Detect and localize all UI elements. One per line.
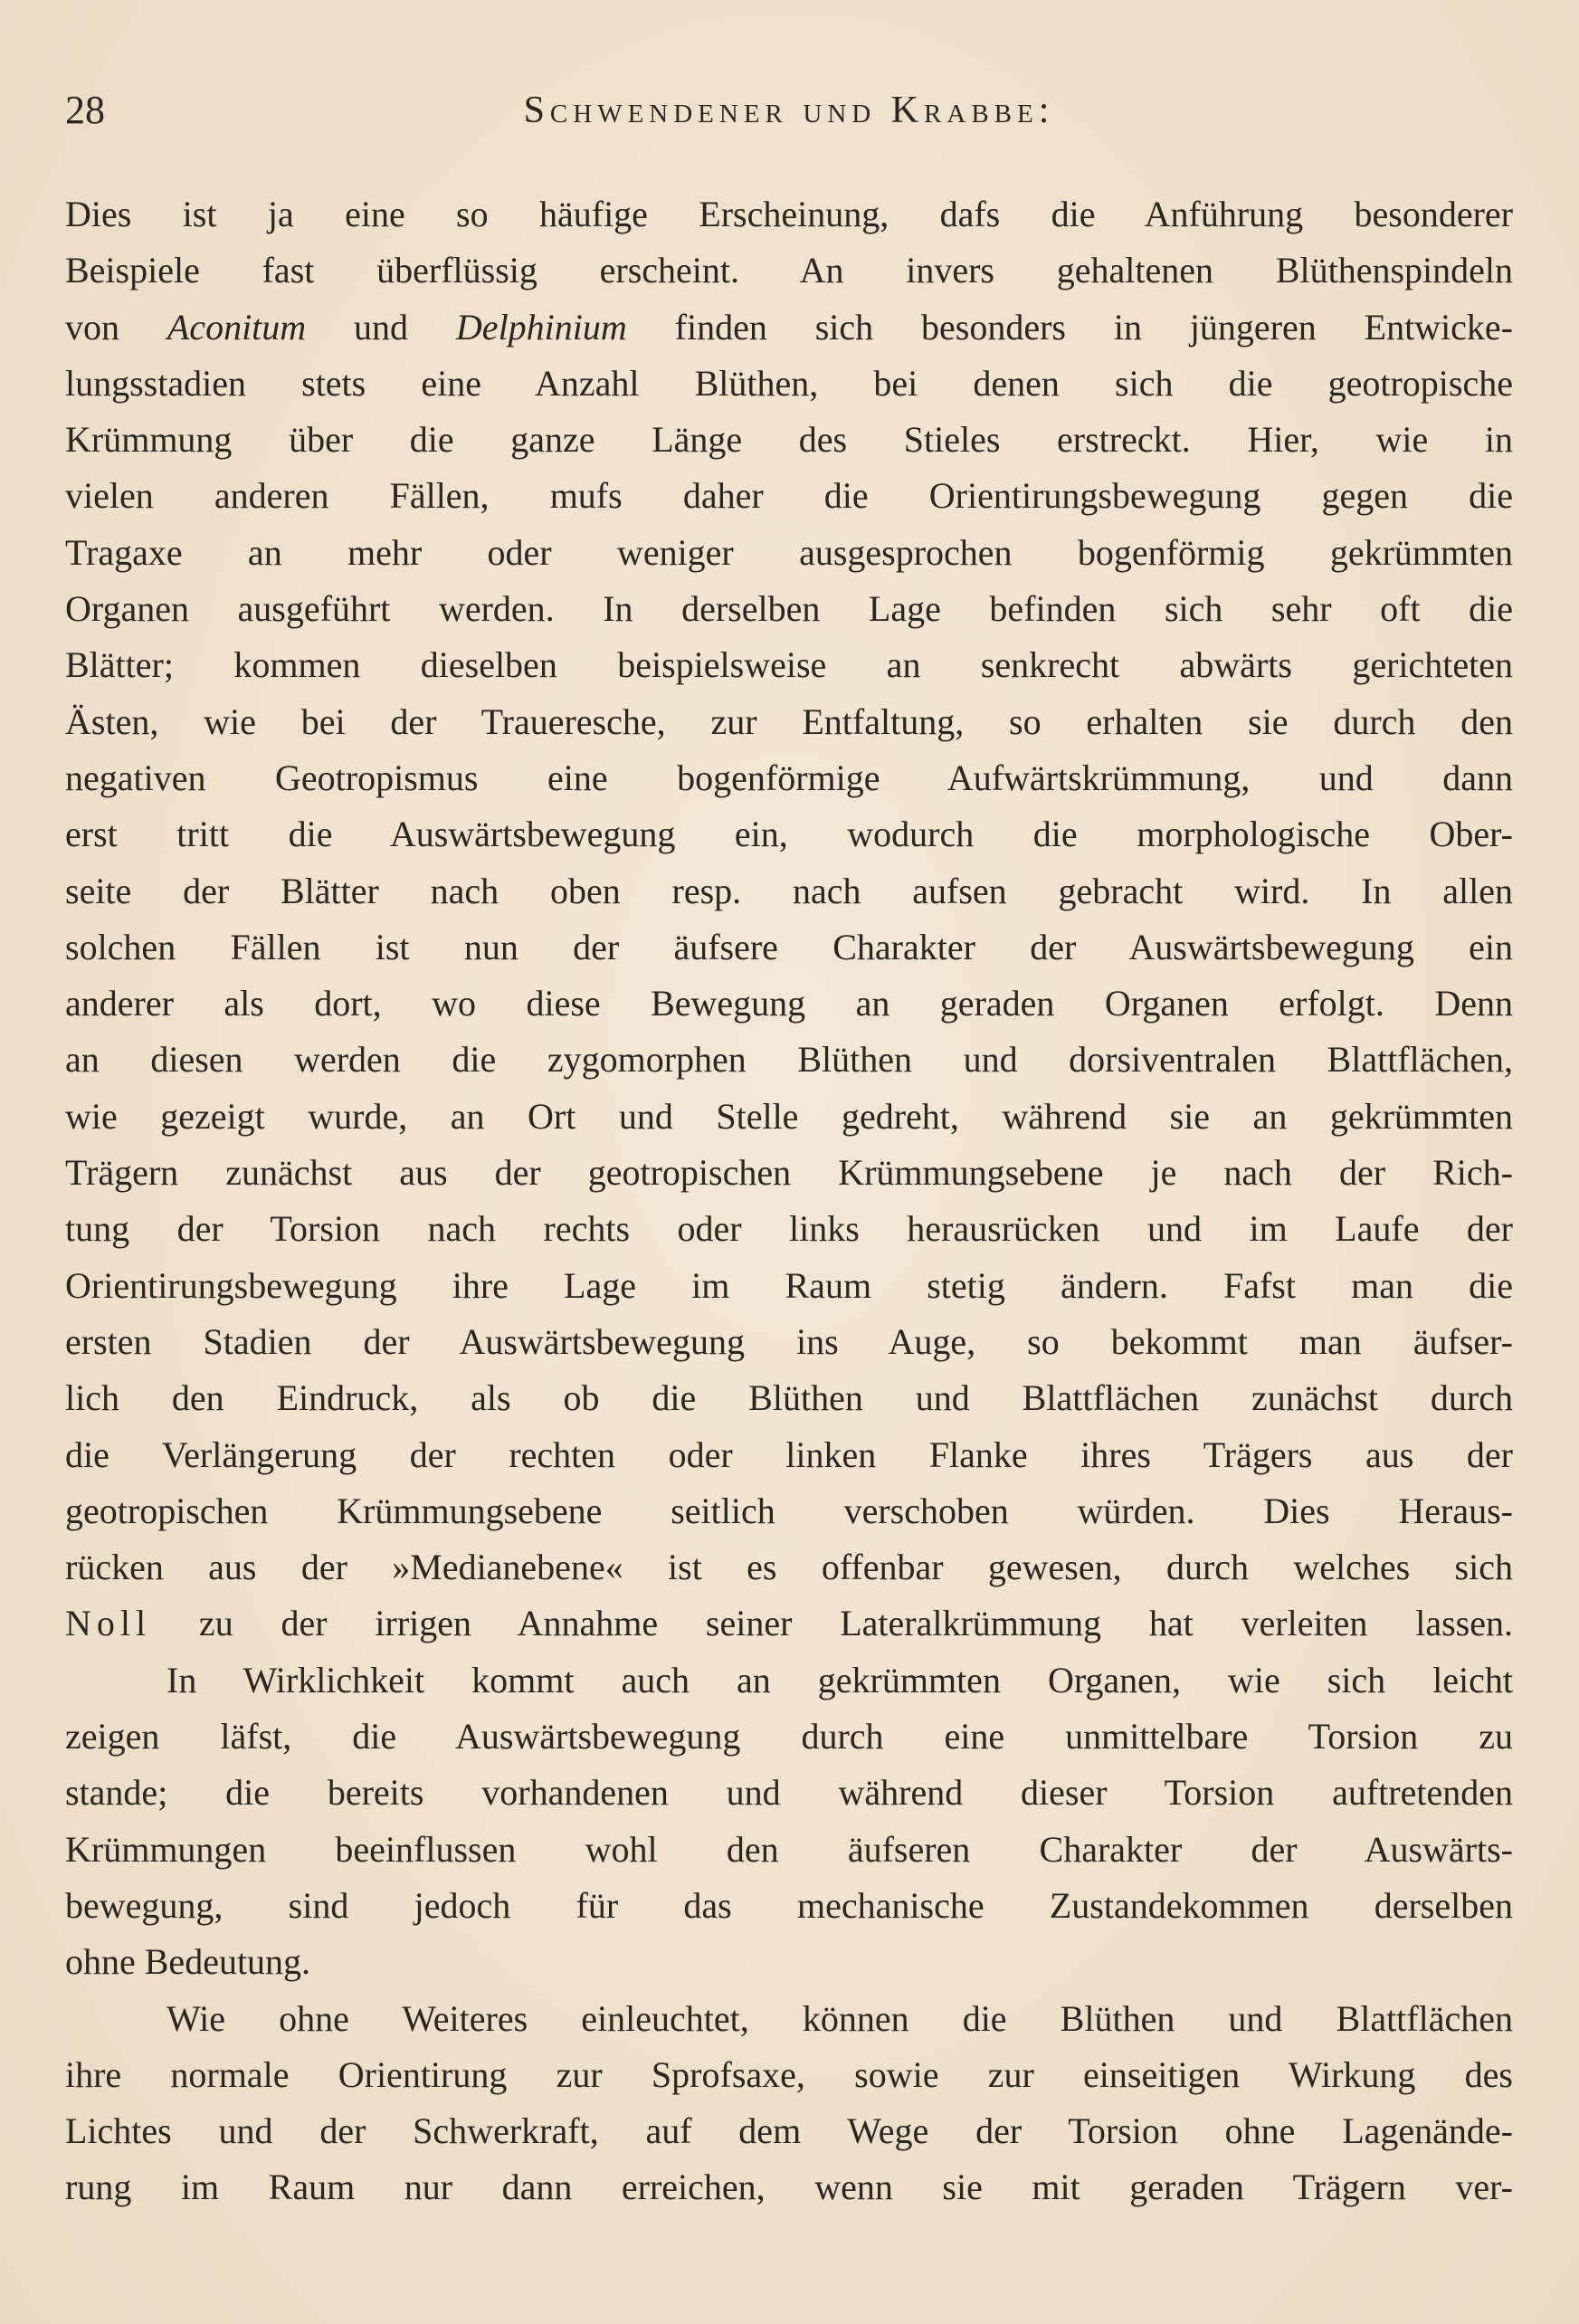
text-line: lungsstadien stets eine Anzahl Blüthen, bei denen sich die geotropische xyxy=(65,362,1513,404)
text-line: tung der Torsion nach rechts oder links herausrücken und im Laufe der xyxy=(65,1208,1513,1250)
text-line: Blätter; kommen dieselben beispielsweise an senkrecht abwärts gerichteten xyxy=(65,644,1513,686)
paragraph-2 xyxy=(65,1653,1513,1991)
text-line: ersten Stadien der Auswärtsbewegung ins Auge, so bekommt man äufser- xyxy=(65,1320,1513,1362)
text-line: ohne Bedeutung. xyxy=(65,1941,311,1983)
paragraph-1 xyxy=(65,186,1513,1653)
text-line: rung im Raum nur dann erreichen, wenn sie mit geraden Trägern ver- xyxy=(65,2167,1513,2208)
text-line: seite der Blätter nach oben resp. nach aufsen gebracht wird. In allen xyxy=(65,870,1513,911)
text-line: an diesen werden die zygomorphen Blüthen und dorsiventralen Blattflächen, xyxy=(65,1039,1513,1081)
paragraph-3 xyxy=(65,1991,1513,2216)
text-line: In Wirklichkeit kommt auch an gekrümmten Organen, wie sich leicht xyxy=(166,1659,1513,1700)
text-line: vielen anderen Fällen, mufs daher die Orientirungsbewegung gegen die xyxy=(65,475,1513,517)
text-line: Dies ist ja eine so häufige Erscheinung, dafs die Anführung besonderer xyxy=(65,194,1513,234)
text-line: zeigen läfst, die Auswärtsbewegung durch eine unmittelbare Torsion zu xyxy=(65,1716,1513,1757)
text-line: Orientirungsbewegung ihre Lage im Raum stetig ändern. Fafst man die xyxy=(65,1264,1513,1306)
page-header xyxy=(65,83,1513,138)
text-line: anderer als dort, wo diese Bewegung an geraden Organen erfolgt. Denn xyxy=(65,983,1513,1024)
running-head: Schwendener und Krabbe: xyxy=(523,90,1055,131)
page-number: 28 xyxy=(65,88,105,132)
text-line: Trägern zunächst aus der geotropischen Krümmungsebene je nach der Rich- xyxy=(65,1152,1513,1194)
text-line: rücken aus der »Medianebene« ist es offenbar gewesen, durch welches sich xyxy=(65,1547,1513,1588)
text-line: wie gezeigt wurde, an Ort und Stelle gedreht, während sie an gekrümmten xyxy=(65,1095,1513,1137)
text-line: geotropischen Krümmungsebene seitlich verschoben würden. Dies Heraus- xyxy=(65,1490,1513,1531)
text-line: solchen Fällen ist nun der äufsere Charakter der Auswärtsbewegung ein xyxy=(65,926,1513,967)
genus-name: Aconitum xyxy=(166,306,307,348)
genus-name: Delphinium xyxy=(455,306,627,348)
text-line: Krümmungen beeinflussen wohl den äufseren Charakter der Auswärts- xyxy=(65,1828,1513,1870)
text-line: von Aconitum und Delphinium finden sich besonders in jüngeren Entwicke- xyxy=(65,306,1514,348)
text-line: Tragaxe an mehr oder weniger ausgesprochen bogenförmig gekrümmten xyxy=(65,531,1513,573)
text-line: Krümmung über die ganze Länge des Stieles erstreckt. Hier, wie in xyxy=(65,419,1513,461)
text-line: ihre normale Orientirung zur Sprofsaxe, sowie zur einseitigen Wirkung des xyxy=(65,2053,1513,2095)
text-line: die Verlängerung der rechten oder linken Flanke ihres Trägers aus der xyxy=(65,1433,1513,1475)
author-name: Noll xyxy=(65,1603,152,1644)
text-line: Lichtes und der Schwerkraft, auf dem Wege der Torsion ohne Lagenände- xyxy=(65,2110,1513,2152)
text-line: lich den Eindruck, als ob die Blüthen und Blattflächen zunächst durch xyxy=(65,1377,1513,1419)
text-line: stande; die bereits vorhandenen und während dieser Torsion auftretenden xyxy=(65,1772,1513,1814)
text-line: Beispiele fast überflüssig erscheint. An invers gehaltenen Blüthenspindeln xyxy=(65,250,1513,291)
text-line: bewegung, sind jedoch für das mechanische Zustandekommen derselben xyxy=(65,1884,1513,1926)
text-line: Noll zu der irrigen Annahme seiner Lateralkrümmung hat verleiten lassen. xyxy=(65,1603,1513,1644)
text-line: erst tritt die Auswärtsbewegung ein, wodurch die morphologische Ober- xyxy=(65,814,1513,855)
text-line: Ästen, wie bei der Traueresche, zur Entfaltung, so erhalten sie durch den xyxy=(65,700,1513,742)
text-line: Wie ohne Weiteres einleuchtet, können die Blüthen und Blattflächen xyxy=(166,1997,1513,2039)
text-line: Organen ausgeführt werden. In derselben Lage befinden sich sehr oft die xyxy=(65,588,1513,630)
text-line: negativen Geotropismus eine bogenförmige Aufwärtskrümmung, und dann xyxy=(65,757,1513,798)
body-text xyxy=(65,186,1513,2216)
